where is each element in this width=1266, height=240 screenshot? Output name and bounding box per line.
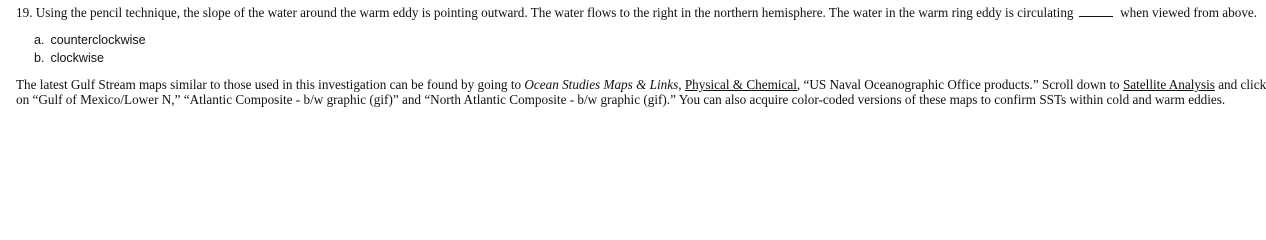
question-19 (16, 5, 1257, 21)
note-text: and click (1214, 77, 1266, 92)
ocean-studies-maps-title: Ocean Studies Maps & Links (524, 77, 679, 92)
choice-b (34, 49, 146, 67)
note-line-1 (16, 77, 1266, 92)
answer-choices (34, 31, 146, 67)
answer-blank (1079, 5, 1113, 17)
choice-a (34, 31, 146, 49)
question-number: 19. (16, 5, 33, 20)
note-line-2: on “Gulf of Mexico/Lower N,” “Atlantic Composite - b/w graphic (gif)” and “North Atlantic Composite - b/w graphic (gif).” You can also acquire color-coded versions of these maps to confirm SSTs within cold and warm eddies. (16, 92, 1226, 107)
physical-chemical-link[interactable]: Physical & Chemical (684, 77, 797, 92)
note-text: The latest Gulf Stream maps similar to those used in this investigation can be found by going to (16, 77, 525, 92)
choice-label: counterclockwise (50, 33, 146, 47)
question-text-end: when viewed from above. (1120, 5, 1258, 20)
note-text: , (678, 77, 685, 92)
satellite-analysis-link[interactable]: Satellite Analysis (1122, 77, 1215, 92)
resource-note (16, 77, 1266, 107)
choice-letter: a. (34, 33, 45, 47)
choice-label: clockwise (50, 51, 104, 65)
question-text: Using the pencil technique, the slope of the water around the warm eddy is pointing outward. The water flows to the right in the northern hemisphere. The water in the warm ring eddy is circulating (35, 5, 1074, 20)
note-text: , “US Naval Oceanographic Office products.” Scroll down to (796, 77, 1123, 92)
choice-letter: b. (34, 51, 45, 65)
